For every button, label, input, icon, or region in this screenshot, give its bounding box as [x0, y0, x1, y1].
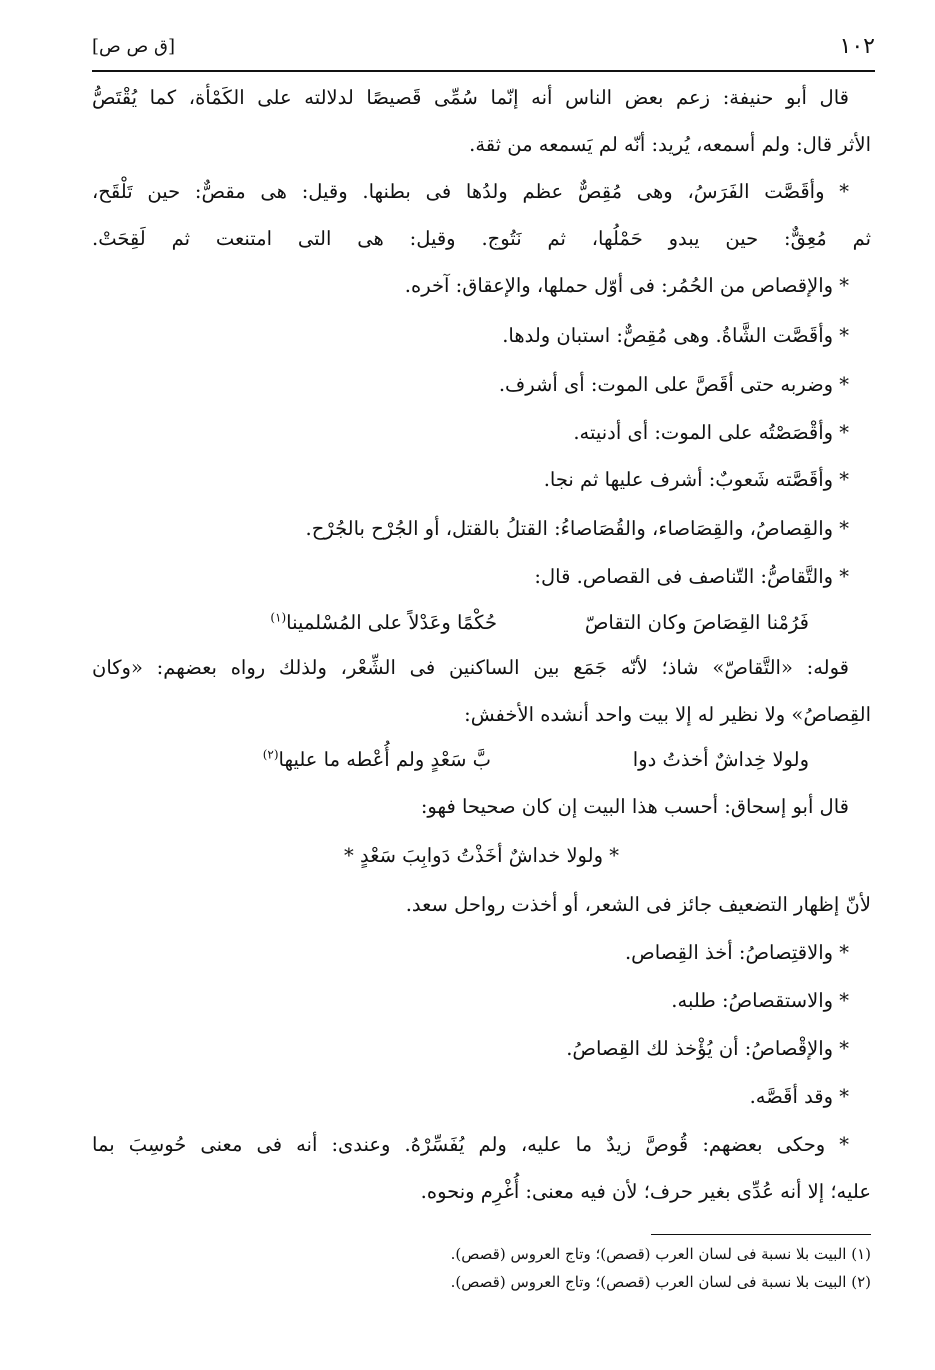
quoted-verse: * ولولا خداشٌ أخَذْتُ دَوابِبَ سَعْدٍ *	[344, 844, 619, 867]
footnote: (٢) البيت بلا نسبة فى لسان العرب (قصص)؛ وتاج العروس (قصص).	[450, 1273, 871, 1291]
footnote-marker: (١)	[270, 610, 287, 625]
verse-hemistich-first: ولولا خِداشٌ أخذتُ دوا	[632, 748, 809, 771]
footnote: (١) البيت بلا نسبة فى لسان العرب (قصص)؛ وتاج العروس (قصص).	[450, 1245, 871, 1263]
text-line: * والاستقصاصُ: طلبه.	[671, 989, 849, 1012]
text-line: قوله: «التَّقاصّ» شاذ؛ لأنّه جَمَع بين الساكنين فى الشِّعْر، ولذلك رواه بعضهم: «وكان	[92, 656, 849, 679]
text-line: * والقِصاصُ، والقِصَاصاء، والقُصَاصاءُ: القتلُ بالقتل، أو الجُرْح بالجُرْح.	[305, 517, 849, 540]
text-line: * والإقْصاصُ: أن يُؤْخذ لك القِصاصُ.	[566, 1037, 849, 1060]
text-line: * والاقتِصاصُ: أخذ القِصاص.	[624, 941, 849, 964]
verse-hemistich-second	[270, 608, 497, 638]
text-line: الأثر قال: ولم أسمعه، يُريد: أنّه لم يَسمعه من ثقة.	[469, 133, 871, 156]
verse-text: بَّ سَعْدٍ ولم أُعْطه ما عليها	[278, 748, 491, 771]
footnote-marker: (٢)	[262, 747, 279, 762]
header-divider	[92, 70, 875, 72]
text-line: * والإقصاص من الحُمُر: فى أوّل حملها، والإعقاق: آخره.	[404, 274, 849, 297]
text-line: * وأقَصَّته شَعوبٌ: أشرف عليها ثم نجا.	[543, 468, 849, 491]
verse-hemistich-first: فَرُمْنا القِصَاصَ وكان التقاصّ	[584, 611, 809, 634]
text-line: * والتَّقاصُّ: التّناصف فى القصاص. قال:	[534, 565, 849, 588]
footnote-divider	[651, 1234, 871, 1235]
text-line: * وحكى بعضهم: قُوصَّ زيدٌ ما عليه، ولم يُفَسِّرْهُ. وعندى: أنه فى معنى حُوسِبَ بما	[92, 1133, 849, 1156]
text-line: عليه؛ إلا أنه عُدِّى بغير حرف؛ لأن فيه معنى: أُغْرِم ونحوه.	[420, 1180, 871, 1203]
text-line: * وقد أقَصَّه.	[749, 1085, 849, 1108]
text-line: * وأقَصَّت الشَّاةُ. وهى مُقِصٌّ: استبان ولدها.	[502, 324, 849, 347]
verse-text: حُكْمًا وعَدْلاً على المُسْلمينا	[286, 611, 497, 634]
page-number: ١٠٢	[839, 34, 875, 59]
verse-hemistich-second	[263, 745, 491, 775]
text-line: قال أبو إسحاق: أحسب هذا البيت إن كان صحيحا فهو:	[420, 795, 849, 818]
text-line: ثم مُعِقٌّ: حين يبدو حَمْلُها، ثم نَتُوج. وقيل: هى التى امتنعت ثم لَقِحَتْ.	[92, 227, 871, 250]
text-line: لأنّ إظهار التضعيف جائز فى الشعر، أو أخذت رواحل سعد.	[405, 893, 871, 916]
text-line: * وأقْصَصْتُه على الموت: أى أدنيته.	[573, 421, 849, 444]
text-line: * وضربه حتى أقَصَّ على الموت: أى أشرف.	[498, 373, 849, 396]
page-header	[92, 34, 875, 68]
text-line: القِصاصُ» ولا نظير له إلا بيت واحد أنشده الأخفش:	[464, 703, 871, 726]
text-line: قال أبو حنيفة: زعم بعض الناس أنه إنّما سُمِّى قَصيصًا لدلالته على الكَمْأة، كما يُقْتَصُّ	[92, 86, 849, 109]
root-label: [ق ص ص]	[92, 36, 175, 57]
text-line: * وأقَصَّت الفَرَسُ، وهى مُقِصٌّ عظم ولدُها فى بطنها. وقيل: هى مقصٌّ: حين تَلْقَح،	[92, 180, 849, 203]
